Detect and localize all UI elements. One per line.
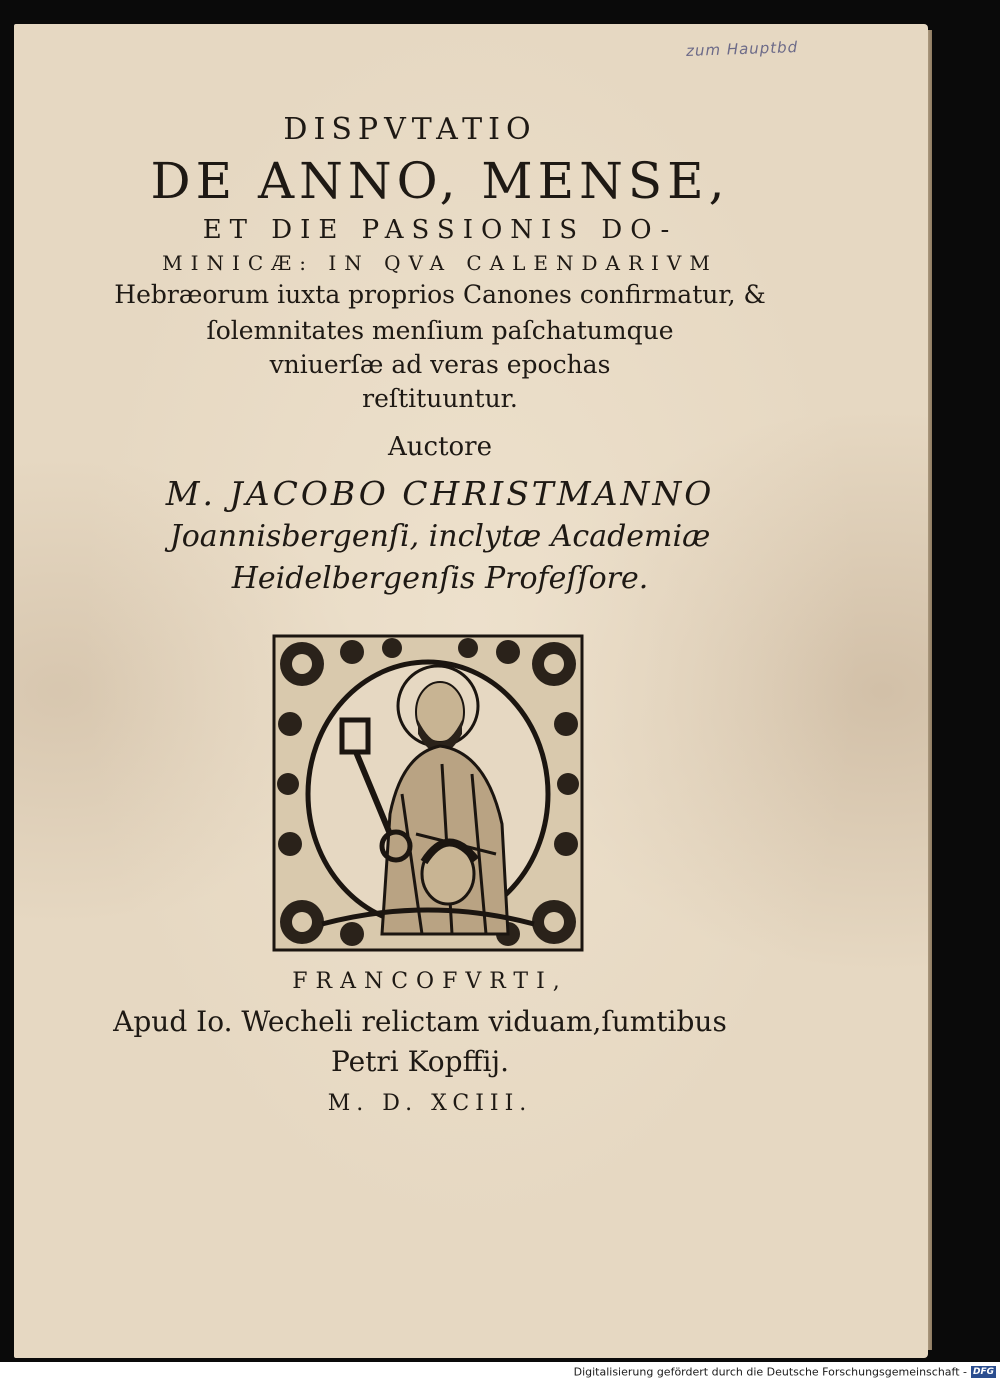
author-title: Heidelbergenſis Profeſſore.: [231, 561, 649, 596]
handwritten-note: zum Hauptbd: [685, 38, 799, 60]
title-line-2: DE ANNO, MENSE,: [150, 152, 730, 210]
imprint-printer: Apud Io. Wecheli relictam viduam,ſumtibus: [113, 1005, 727, 1038]
title-line-8: reſtituuntur.: [362, 384, 518, 413]
funding-footer: [0, 1362, 1000, 1381]
imprint-block: [80, 962, 800, 1126]
imprint-year: M. D. XCIII.: [327, 1091, 533, 1116]
imprint-publisher: Petri Kopffij.: [330, 1045, 510, 1078]
title-block: [80, 110, 800, 416]
title-line-5: Hebræorum iuxta proprios Canones confirmatur, &: [114, 280, 766, 309]
title-line-3: ET DIE PASSIONIS DO-: [202, 215, 678, 245]
saint-peter-woodcut-image: [272, 634, 584, 952]
printers-device-woodcut: [272, 634, 584, 952]
author-name: M. JACOBO CHRISTMANNO: [165, 474, 715, 513]
funding-text: Digitalisierung gefördert durch die Deutsche Forschungsgemeinschaft -: [573, 1365, 967, 1379]
author-block: [80, 472, 800, 600]
title-line-6: ſolemnitates menſium paſchatumque: [206, 316, 674, 345]
imprint-city: FRANCOFVRTI,: [292, 969, 568, 994]
title-line-4: MINICÆ: IN QVA CALENDARIVM: [162, 251, 718, 275]
title-line-1: DISPVTATIO: [283, 112, 537, 147]
dfg-logo-icon: DFG: [972, 1367, 994, 1377]
auctore-label: Auctore: [388, 432, 492, 462]
title-line-7: vniuerſæ ad veras epochas: [269, 350, 611, 379]
author-origin: Joannisbergenſi, inclytæ Academiæ: [169, 519, 711, 554]
